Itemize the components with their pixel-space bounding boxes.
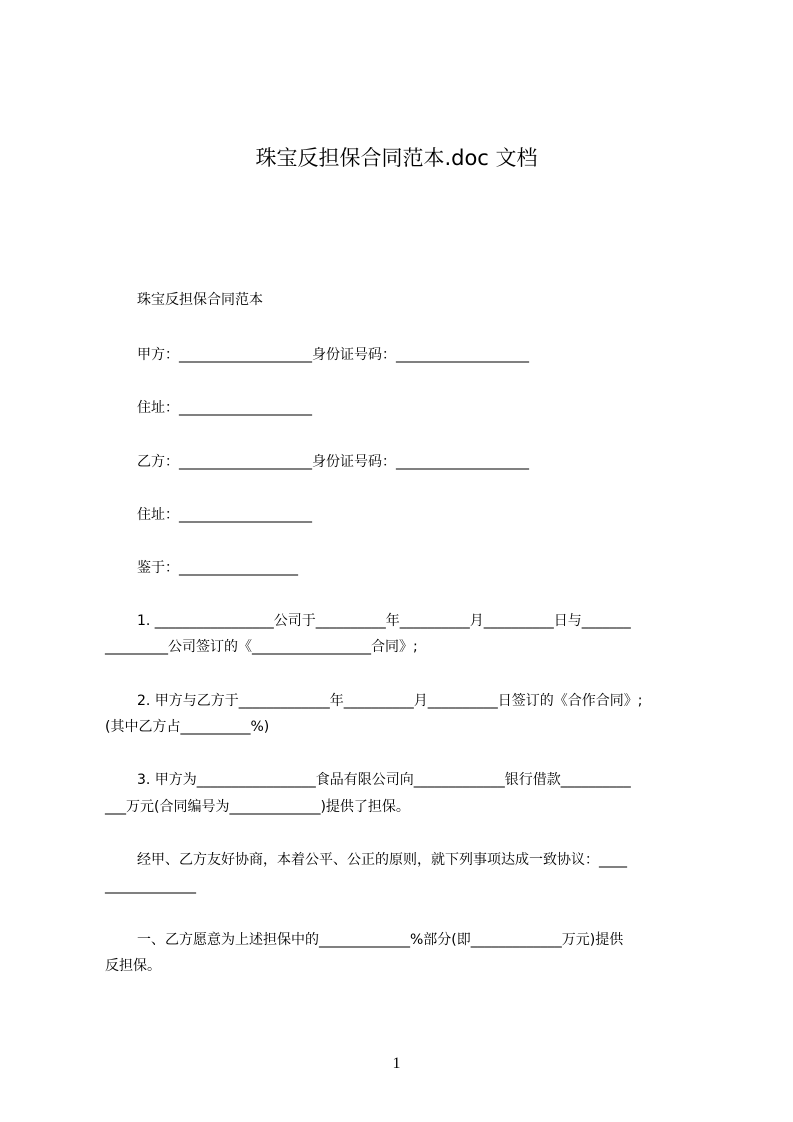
agreement-line-2: _____________ bbox=[105, 878, 196, 894]
clause-1-line-2: _________公司签订的《_________________合同》; bbox=[105, 639, 418, 655]
clause-3-line-2: ___万元(合同编号为_____________)提供了担保。 bbox=[105, 799, 410, 815]
whereas-line: 鉴于：_________________ bbox=[137, 560, 298, 576]
page-number: 1 bbox=[392, 1055, 401, 1072]
clause-2-line-2: (其中乙方占__________%) bbox=[105, 719, 270, 735]
clause-1-line-1: 1. _________________公司于__________年__________月__________日与_______ bbox=[137, 613, 631, 629]
contract-heading: 珠宝反担保合同范本 bbox=[137, 292, 263, 308]
clause-2-line-1: 2. 甲方与乙方于_____________年__________月__________日签订的《合作合同》; bbox=[137, 693, 643, 709]
party-b-line: 乙方：___________________身份证号码：___________________ bbox=[137, 454, 529, 470]
clause-3-line-1: 3. 甲方为_________________食品有限公司向_____________银行借款__________ bbox=[137, 772, 631, 788]
party-a-address: 住址：___________________ bbox=[137, 400, 312, 416]
party-b-address: 住址：___________________ bbox=[137, 507, 312, 523]
article-1-line-1: 一、乙方愿意为上述担保中的_____________%部分(即_____________万元)提供 bbox=[137, 932, 624, 948]
document-title: 珠宝反担保合同范本.doc 文档 bbox=[255, 146, 538, 170]
agreement-line-1: 经甲、乙方友好协商，本着公平、公正的原则，就下列事项达成一致协议：____ bbox=[137, 852, 627, 868]
party-a-line: 甲方：___________________身份证号码：___________________ bbox=[137, 347, 529, 363]
article-1-line-2: 反担保。 bbox=[105, 958, 161, 974]
